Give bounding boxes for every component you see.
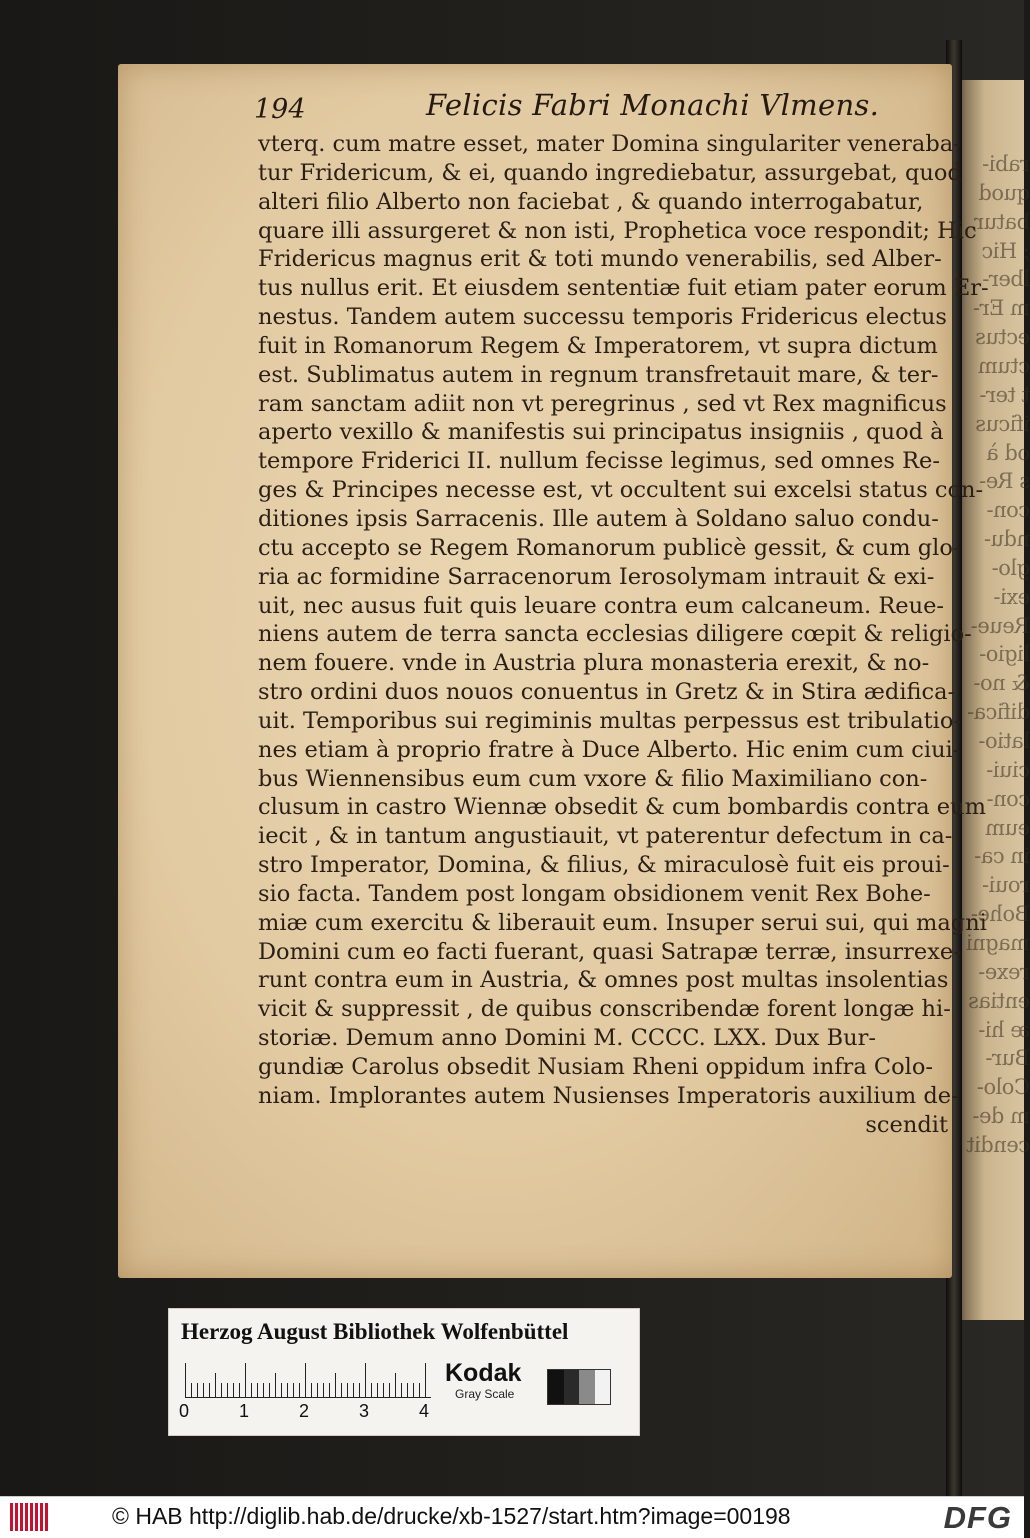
text-line [258,534,961,563]
ruler-tick [371,1383,372,1397]
ruler-tick [209,1383,210,1397]
ruler-tick [269,1383,270,1397]
ruler-tick [287,1383,288,1397]
text-line-content: gundiæ Carolus obsedit Nusiam Rheni oppidum infra Colo- [258,1054,933,1080]
ruler-tick [419,1383,420,1397]
ruler-tick [389,1383,390,1397]
text-line-content: miæ cum exercitu & liberauit eum. Insuper serui sui, qui magni [258,909,987,936]
ruler-tick [395,1373,396,1397]
text-line [258,793,986,822]
adjacent-page-fragment: m de- [972,1104,1030,1129]
kodak-logo: Kodak [445,1359,522,1387]
ruler-tick [317,1383,318,1397]
text-line-content: clusum in castro Wiennæ obsedit & cum bombardis contra eum [258,794,986,821]
text-line [258,1053,948,1082]
ruler-number: 2 [299,1401,310,1421]
running-head: Felicis Fabri Monachi Vlmens. [426,88,880,122]
text-line [258,447,948,476]
adjacent-page-fragment: difica- [967,700,1030,725]
ruler-number: 1 [239,1401,250,1421]
text-line-content: runt contra eum in Austria, & omnes post multas insolentias [258,967,949,994]
book-page [118,64,989,1278]
ruler-tick [323,1383,324,1397]
ruler-number: 0 [179,1401,190,1421]
page-number: 194 [254,94,306,125]
adjacent-page-fragment: batur, [970,209,1030,234]
text-line-content: aperto vexillo & manifestis sui principatus insigniis , quod à [258,419,944,446]
ruler-tick [191,1383,192,1397]
ruler-tick [215,1373,216,1397]
ruler-tick [257,1383,258,1397]
ruler-tick [377,1383,378,1397]
ruler-tick [305,1363,306,1397]
ruler-tick [401,1383,402,1397]
adjacent-page-fragment: od à [986,440,1030,465]
adjacent-page-fragment: Bohe- [971,902,1030,927]
adjacent-page-fragment: Bur- [985,1046,1030,1071]
ruler-number: 4 [419,1401,430,1421]
text-line [258,245,948,274]
text-line [258,217,977,246]
text-line [258,476,984,505]
adjacent-page-fragment: roui- [982,873,1030,898]
adjacent-page-fragment: Reue- [971,613,1030,638]
adjacent-page-fragment: & no- [973,671,1030,696]
ruler-tick [311,1383,312,1397]
ruler-tick [245,1363,246,1397]
ruler-tick [227,1383,228,1397]
adjacent-page-fragment: in ca- [974,844,1030,869]
adjacent-page-edge [952,80,1030,1320]
ruler-tick [365,1363,366,1397]
text-line-content: tempore Friderici II. nullum fecisse legimus, sed omnes Re- [258,448,940,475]
adjacent-page-fragment: con- [986,498,1030,523]
text-line [258,966,948,995]
text-line-content: fuit in Romanorum Regem & Imperatorem, vt supra dictum [258,332,938,359]
text-line [258,390,948,419]
text-line [258,361,948,390]
adjacent-page-fragment: ndu- [984,527,1030,552]
text-line-content: Fridericus magnus erit & toti mundo venerabilis, sed Alber- [258,246,942,273]
text-line [258,707,962,736]
text-line [258,418,948,447]
text-line [258,736,961,765]
text-line-content: niam. Implorantes autem Nusienses Imperatoris auxilium de- [258,1082,959,1109]
text-line-content: ges & Principes necesse est, vt occultent sui excelsi status con- [258,477,984,504]
text-line [258,649,948,678]
text-line [258,851,948,880]
adjacent-page-fragment: Colo- [977,1075,1030,1100]
ruler-number: 3 [359,1401,370,1421]
text-line-content: stro ordini duos nouos conuentus in Gretz & in Stira ædifica- [258,679,956,706]
ruler-tick [299,1383,300,1397]
adjacent-page-fragment: exi- [993,584,1030,609]
ruler-tick [221,1383,222,1397]
text-line [258,159,962,188]
ruler-tick [233,1383,234,1397]
ruler-tick [341,1383,342,1397]
ruler-tick [353,1383,354,1397]
text-line-content: vicit & suppressit , de quibus conscribendæ forent longæ hi- [258,996,951,1023]
measurement-ruler [185,1363,431,1398]
ruler-tick [185,1363,186,1397]
adjacent-page-fragment: latio- [978,729,1030,753]
ruler-tick [251,1383,252,1397]
adjacent-page-fragment: m Er- [973,296,1030,321]
ruler-tick [281,1383,282,1397]
text-line [258,909,987,938]
text-line-content: ditiones ipsis Sarracenis. Ille autem à Soldano saluo condu- [258,505,939,532]
footer-citation[interactable]: © HAB http://diglib.hab.de/drucke/xb-1527/start.htm?image=00198 [112,1503,791,1529]
text-line [258,130,961,159]
text-line [258,995,951,1024]
adjacent-page-fragment: ctum [978,353,1030,378]
adjacent-page-fragment: entias [968,988,1030,1013]
text-line-content: bus Wiennensibus eum cum vxore & filio Maximiliano con- [258,765,928,792]
text-line [258,880,948,909]
text-line-content: ctu accepto se Regem Romanorum publicè gessit, & cum glo- [258,534,961,561]
text-line [258,563,948,592]
text-line-content: tur Fridericum, & ei, quando ingrediebatur, assurgebat, quod [258,159,962,186]
adjacent-page-fragment: magni [966,930,1030,955]
text-line-content: alteri filio Alberto non faciebat , & quando interrogabatur, [258,188,924,215]
dfg-logo: DFG [943,1500,1012,1535]
ruler-tick [425,1363,426,1397]
text-line [258,274,989,303]
ruler-tick [359,1383,360,1397]
text-line-content: storiæ. Demum anno Domini M. CCCC. LXX. Dux Bur- [258,1025,877,1052]
text-line-content: iecit , & in tantum angustiauit, vt paterentur defectum in ca- [258,823,953,850]
ruler-tick [263,1383,264,1397]
text-line-content: est. Sublimatus autem in regnum transfretauit mare, & ter- [258,361,939,388]
text-line-content: Domini cum eo facti fuerant, quasi Satrapæ terræ, insurrexe- [258,938,961,965]
adjacent-page-fragment: cendit [966,1132,1030,1157]
library-name: Herzog August Bibliothek Wolfenbüttel [181,1319,569,1344]
gray-scale-label: Gray Scale [455,1387,515,1401]
color-target-card [168,1308,640,1436]
gray-scale-swatches [547,1369,611,1405]
ruler-tick [239,1383,240,1397]
text-line [258,505,948,534]
adjacent-page-fragment: quod [978,180,1030,205]
catchword: scendit [865,1111,948,1138]
ruler-tick [197,1383,198,1397]
text-line [258,592,948,621]
adjacent-page-fragment: lber- [982,267,1030,292]
adjacent-page-fragment: eum [985,815,1030,840]
adjacent-page-fragment: con- [986,786,1030,811]
ruler-tick [329,1383,330,1397]
ruler-tick [275,1373,276,1397]
text-line-content: quare illi assurgeret & non isti, Prophetica voce respondit; Hic [258,217,977,244]
text-line [258,678,956,707]
text-line [258,1082,959,1111]
text-line-content: stro Imperator, Domina, & filius, & miraculosè fuit eis proui- [258,852,950,879]
text-line-content: sio facta. Tandem post longam obsidionem venit Rex Bohe- [258,880,931,907]
text-line [258,332,948,361]
text-line-content: tus nullus erit. Et eiusdem sententiæ fuit etiam pater eorum Er- [258,275,989,302]
text-line-content: nem fouere. vnde in Austria plura monasteria erexit, & no- [258,650,930,677]
text-line-content: ria ac formidine Sarracenorum Ierosolymam intrauit & exi- [258,563,935,590]
adjacent-page-fragment: ificus [975,411,1030,436]
adjacent-page-fragment: rexe- [978,959,1030,984]
adjacent-page-fragment: æ hi- [978,1017,1030,1042]
adjacent-page-fragment: ligio- [979,642,1030,667]
adjacent-page-fragment: s Re- [979,469,1030,494]
text-line-content: nestus. Tandem autem successu temporis Fridericus electus [258,304,947,331]
adjacent-page-fragment: ectus [975,325,1030,350]
text-line-content: ram sanctam adiit non vt peregrinus , sed vt Rex magnificus [258,390,947,417]
text-line [258,620,972,649]
adjacent-page-fragment: ciui- [986,757,1030,782]
text-line [258,765,948,794]
ruler-tick [203,1383,204,1397]
ruler-tick [293,1383,294,1397]
ruler-tick [407,1383,408,1397]
ruler-tick [347,1383,348,1397]
ruler-tick [335,1373,336,1397]
text-block [258,130,989,1140]
text-line [258,188,948,217]
text-line-content: uit. Temporibus sui regiminis multas perpessus est tribulatio- [258,707,962,734]
hab-barcode-icon [10,1503,48,1531]
text-line [258,822,953,851]
adjacent-page-fragment: t ter- [979,382,1030,407]
text-line [258,303,948,332]
text-line-content: nes etiam à proprio fratre à Duce Alberto. Hic enim cum ciui- [258,736,961,763]
catchword-line [258,1111,948,1140]
text-line [258,1024,948,1053]
text-line-content: niens autem de terra sancta ecclesias diligere cœpit & religio- [258,621,972,648]
text-line-content: vterq. cum matre esset, mater Domina singulariter veneraba- [258,131,961,157]
adjacent-page-fragment: ; Hic [981,238,1030,263]
footer-bar [0,1496,1024,1538]
ruler-tick [383,1383,384,1397]
ruler-tick [413,1383,414,1397]
adjacent-page-fragment: rabi- [982,152,1030,176]
text-line [258,938,961,967]
text-line-content: uit, nec ausus fuit quis leuare contra eum calcaneum. Reue- [258,592,944,619]
adjacent-page-fragment: glo- [992,555,1030,580]
